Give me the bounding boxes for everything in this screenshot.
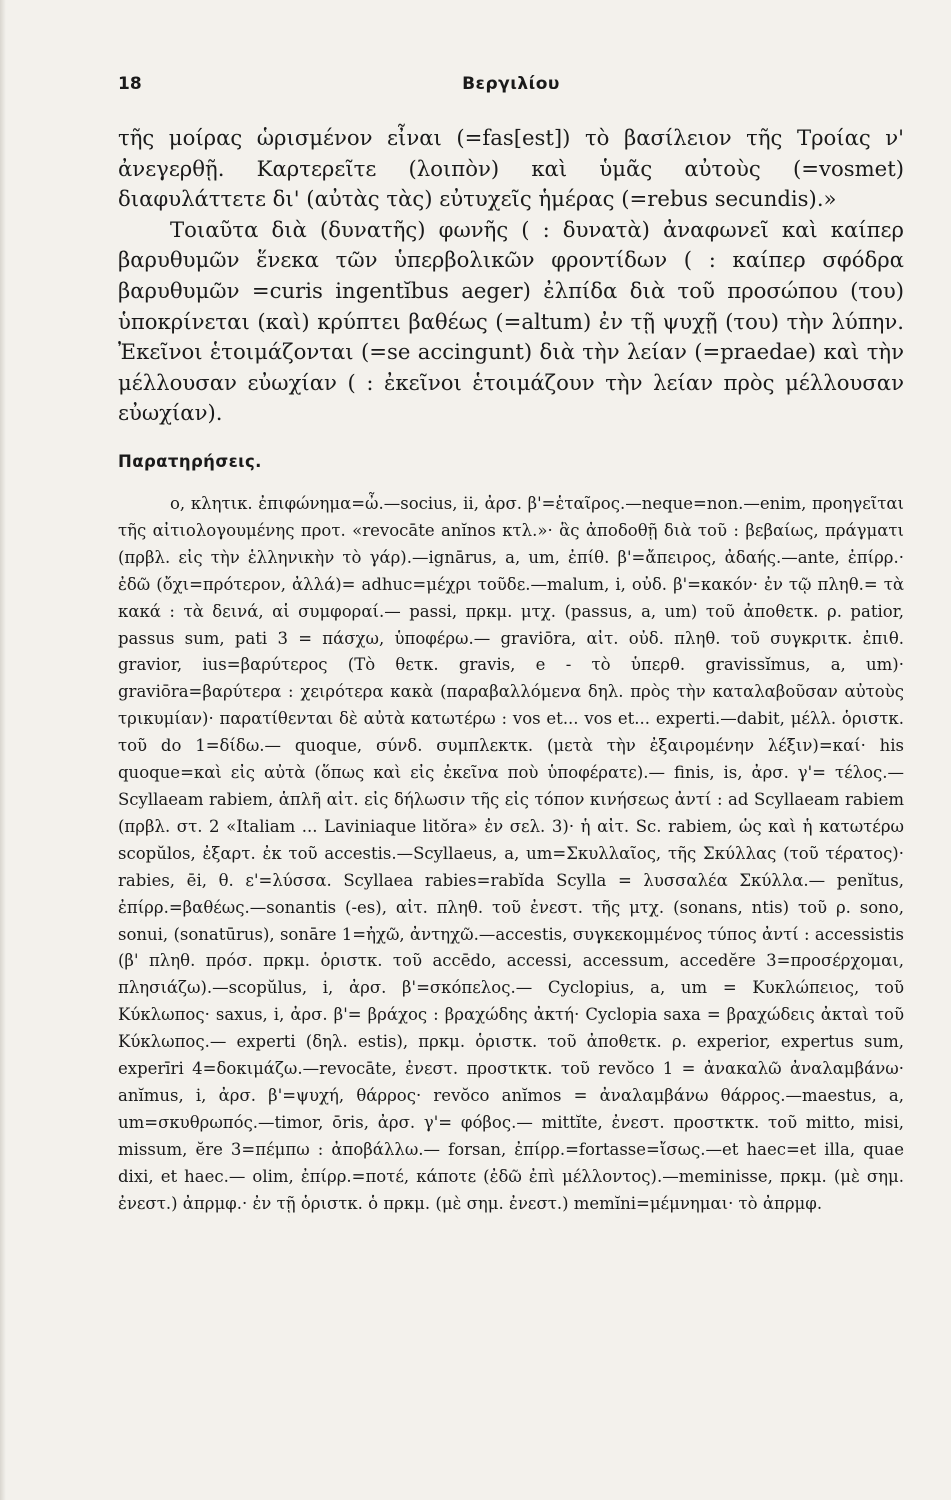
- notes-paragraph: o, κλητικ. ἐπιφώνημα=ὦ.—socius, ii, ἀρσ. β'=ἑταῖρος.—neque=non.—enim, προηγεῖται τῆς αἰτιολογουμένης προτ. «revocāte anĭnos κτλ.»· ἃς ἀποδοθῇ διὰ τοῦ : βεβαίως, πράγματι (πρβλ. εἰς τὴν ἑλληνικὴν τὸ γάρ).—ignārus, a, um, ἐπίθ. β'=ἄπειρος, ἀδαής.—ante, ἐπίρρ.· ἐδῶ (ὄχι=πρότερον, ἀλλά)= adhuc=μέχρι τοῦδε.—malum, i, οὐδ. β'=κακόν· ἐν τῷ πληθ.= τὰ κακά : τὰ δεινά, αἱ συμφοραί.— passi, πρκμ. μτχ. (passus, a, um) τοῦ ἀποθετκ. ρ. patior, passus sum, pati 3 = πάσχω, ὑποφέρω.— graviōra, αἰτ. οὐδ. πληθ. τοῦ συγκριτκ. ἐπιθ. gravior, ius=βαρύτερος (Τὸ θετκ. gravis, e - τὸ ὑπερθ. gravissĭmus, a, um)· graviōra=βαρύτερα : χειρότερα κακὰ (παραβαλλόμενα δηλ. πρὸς τὴν καταλαβοῦσαν αὐτοὺς τρικυμίαν)· παρατίθενται δὲ αὐτὰ κατωτέρω : vos et... vos et... experti.—dabit, μέλλ. ὁριστκ. τοῦ do 1=δίδω.— quoque, σύνδ. συμπλεκτκ. (μετὰ τὴν ἐξαιρομένην λέξιν)=καί· his quoque=καὶ εἰς αὐτὰ (ὅπως καὶ εἰς ἐκεῖνα ποὺ ὑποφέρατε).— finis, is, ἀρσ. γ'= τέλος.— Scyllaeam rabiem, ἁπλῆ αἰτ. εἰς δήλωσιν τῆς εἰς τόπον κινήσεως ἀντί : ad Scyllaeam rabiem (πρβλ. στ. 2 «Italiam ... Laviniaque litŏra» ἐν σελ. 3)· ἡ αἰτ. Sc. rabiem, ὡς καὶ ἡ κατωτέρω scopŭlos, ἐξαρτ. ἐκ τοῦ accestis.—Scyllaeus, a, um=Σκυλλαῖος, τῆς Σκύλλας (τοῦ τέρατος)· rabies, ēi, θ. ε'=λύσσα. Scyllaea rabies=rabĭda Scylla = λυσσαλέα Σκύλλα.— penĭtus, ἐπίρρ.=βαθέως.—sonantis (-es), αἰτ. πληθ. τοῦ ἐνεστ. τῆς μτχ. (sonans, ntis) τοῦ ρ. sono, sonui, (sonatūrus), sonāre 1=ἠχῶ, ἀντηχῶ.—accestis, συγκεκομμένος τύπος ἀντί : accessistis (β' πληθ. πρόσ. πρκμ. ὁριστκ. τοῦ accēdo, accessi, accessum, accedĕre 3=προσέρχομαι, πλησιάζω).—scopŭlus, i, ἀρσ. β'=σκόπελος.— Cyclopius, a, um = Κυκλώπειος, τοῦ Κύκλωπος· saxus, i, ἀρσ. β'= βράχος : βραχώδης ἀκτή· Cyclopia saxa = βραχώδεις ἀκταὶ τοῦ Κύκλωπος.— experti (δηλ. estis), πρκμ. ὁριστκ. τοῦ ἀποθετκ. ρ. experior, expertus sum, experīri 4=δοκιμάζω.—revocāte, ἐνεστ. προστκτκ. τοῦ revŏco 1 = ἀνακαλῶ ἀναλαμβάνω· anĭmus, i, ἀρσ. β'=ψυχή, θάρρος· revŏco anĭmos = ἀναλαμβάνω θάρρος.—maestus, a, um=σκυθρωπός.—timor, ōris, ἀρσ. γ'= φόβος.— mittĭte, ἐνεστ. προστκτκ. τοῦ mitto, misi, missum, ĕre 3=πέμπω : ἀποβάλλω.— forsan, ἐπίρρ.=fortasse=ἴσως.—et haec=et illa, quae dixi, et haec.— olim, ἐπίρρ.=ποτέ, κάποτε (ἐδῶ ἐπὶ μέλλοντος).—meminisse, πρκμ. (μὲ σημ. ἐνεστ.) ἀπρμφ.· ἐν τῇ ὁριστκ. ὁ πρκμ. (μὲ σημ. ἐνεστ.) memĭni=μέμνημαι· τὸ ἀπρμφ.: [118, 494, 904, 1213]
- page-header: [118, 74, 904, 98]
- notes-heading: Παρατηρήσεις.: [118, 452, 262, 471]
- translation-paragraph: Τοιαῦτα διὰ (δυνατῆς) φωνῆς ( : δυνατὰ) ἀναφωνεῖ καὶ καίπερ βαρυθυμῶν ἕνεκα τῶν ὑπερβολικῶν φροντίδων ( : καίπερ σφόδρα βαρυθυμῶν =curis ingentĭbus aeger) ἐλπίδα διὰ τοῦ προσώπου (του) ὑποκρίνεται (καὶ) κρύπτει βαθέως (=altum) ἐν τῇ ψυχῇ (του) τὴν λύπην. Ἐκεῖνοι ἑτοιμάζονται (=se accingunt) διὰ τὴν λείαν (=praedae) καὶ τὴν μέλλουσαν εὐωχίαν ( : ἐκεῖνοι ἑτοιμάζουν τὴν λείαν πρὸς μέλλουσαν εὐωχίαν).: [118, 216, 904, 426]
- translation-paragraph: τῆς μοίρας ὡρισμένον εἶναι (=fas[est]) τὸ βασίλειον τῆς Τροίας ν' ἀνεγερθῇ. Καρτερεῖτε (λοιπὸν) καὶ ὑμᾶς αὐτοὺς (=vosmet) διαφυλάττετε δι' (αὐτὰς τὰς) εὐτυχεῖς ἡμέρας (=rebus secundis).»: [118, 125, 904, 212]
- running-title: Βεργιλίου: [462, 74, 560, 94]
- page-edge: [0, 0, 6, 1500]
- translation-text: [118, 123, 904, 429]
- page-number: 18: [118, 74, 142, 94]
- notes-text: [118, 491, 904, 1217]
